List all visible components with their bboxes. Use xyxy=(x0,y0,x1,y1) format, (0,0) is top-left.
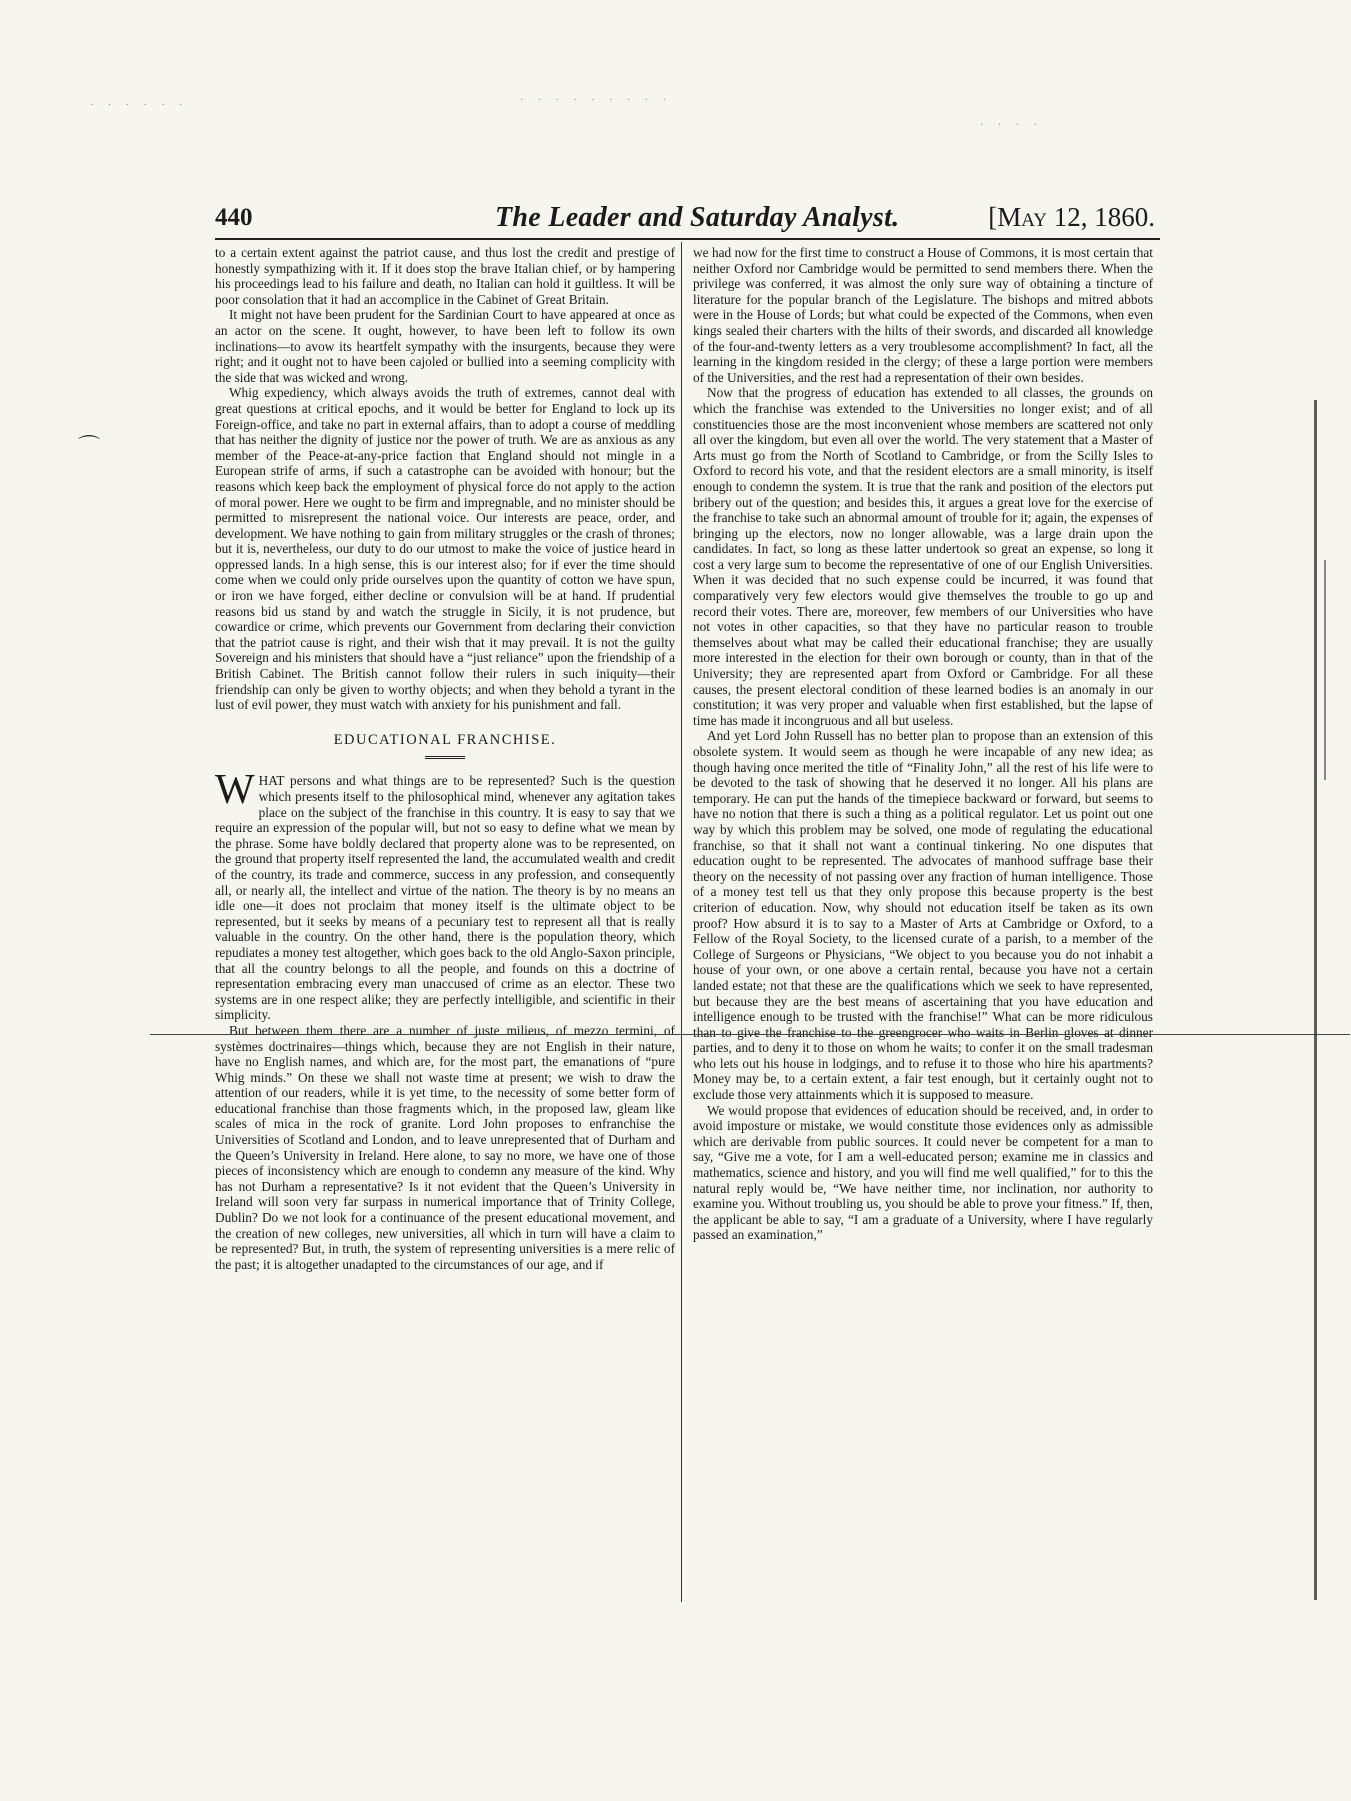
scan-artifact-line xyxy=(150,1034,1350,1035)
article-paragraph: It might not have been prudent for the Sardinian Court to have appeared at once as an actor on the scene. It ought, however, to have been left to follow its own inclinations—to avow its heartfelt sympathy with the insurgents, because they were right; and it ought not to have been cajoled or bullied into a seeming complicity with the side that was wicked and wrong. xyxy=(215,307,675,385)
article-paragraph: to a certain extent against the patriot cause, and thus lost the credit and prestige of honestly sympathizing with it. If it does stop the brave Italian chief, or by hampering his proceedings lead to his failure and death, no Italian can hold it guiltless. It will be poor consolation that it had an accomplice in the Cabinet of Great Britain. xyxy=(215,245,675,307)
paper-speckle: · · · · · · xyxy=(90,100,189,111)
page-number: 440 xyxy=(215,204,253,231)
margin-tick-mark: ⌒ xyxy=(78,434,101,459)
article-paragraph: we had now for the first time to construct a House of Commons, it is most certain that neither Oxford nor Cambridge would be permitted to send members there. When the privilege was conferred, it was almost the only sure way of obtaining a tincture of literature for the popular branch of the Legislature. The bishops and mitred abbots were in the House of Lords; but what could be expected of the Commons, when even kings sealed their charters with the hilts of their swords, and discarded all knowledge of the four-and-twenty letters as a very troublesome accomplishment? In fact, all the learning in the kingdom resided in the clergy; of these a large portion were members of the Universities, and the rest had a representation of their own besides. xyxy=(693,245,1153,385)
right-column xyxy=(693,245,1153,1243)
heading-rule xyxy=(425,756,465,759)
page-edge-shadow xyxy=(1314,400,1317,1600)
article-paragraph: Whig expediency, which always avoids the truth of extremes, cannot deal with great questions at critical epochs, and it would be better for England to lock up its Foreign-office, and take no part in external affairs, than to adopt a course of meddling that has neither the dignity of justice nor the power of truth. We are as anxious as any member of the Peace-at-any-price faction that England should not mingle in a European strife of arms, if such a catastrophe can be avoided with honour; but the reasons which keep back the employment of physical force do not apply to the action of moral power. Here we ought to be firm and impregnable, and no minister should be permitted to misrepresent the national voice. Our interests are peace, order, and development. We have nothing to gain from military struggles or the crash of thrones; but it is, nevertheless, our duty to do our utmost to make the voice of justice heard in oppressed lands. In a high sense, this is our interest also; for if ever the time should come when we could only pride ourselves upon the quantity of cotton we have spun, or iron we have forged, either decline or convulsion will be at hand. If prudential reasons bid us stand by and watch the struggle in Sicily, it is not prudence, but cowardice or crime, which prevents our Government from declaring their conviction that the patriot cause is right, and their wish that it may prevail. It is not the guilty Sovereign and his ministers that should have a “just reliance” upon the friendship of a British Cabinet. The British cannot follow their rulers in such iniquity—their friendship can only be given to worthy objects; and when they behold a tyrant in the lust of evil power, they must watch with anxiety for his punishment and fall. xyxy=(215,385,675,713)
article-paragraph: And yet Lord John Russell has no better plan to propose than an extension of this obsolete system. It would seem as though he were incapable of any new idea; as though having once merited the title of “Finality John,” all the rest of his life were to be devoted to the task of showing that he deserved it no longer. All his plans are temporary. He can put the hands of the timepiece backward or forward, but seems to have no notion that there is such a thing as a political regulator. Let us point out one way by which this problem may be solved, one mode of regulating the educational franchise, so that it shall not want a continual tinkering. No one disputes that education ought to be represented. The advocates of manhood suffrage base their theory on the necessity of not passing over any fraction of human intelligence. Those of a money test tell us that they only propose this because property is the best criterion of education. Now, why should not education itself be taken as its own proof? How absurd it is to say to a Master of Arts at Cambridge or Oxford, to a Fellow of the Royal Society, to the licensed curate of a parish, to a member of the College of Surgeons or Physicians, “We object to you because you do not inhabit a house of your own, or one above a certain rental, because you have not a certain landed estate; not that these are the qualifications which we seek to have represented, but because they are the best means of ascertaining that you have education and intelligence enough to be trusted with the franchise!” What can be more ridiculous than to give the franchise to the greengrocer who waits in Berlin gloves at dinner parties, and to deny it to those on whom he waits; to confer it on the small tradesman who lets out his house in lodgings, and to refuse it to those who hire his apartments? Money may be, to a certain extent, a fair test enough, but it certainly ought not to exclude those very attainments which it is supposed to measure. xyxy=(693,728,1153,1103)
article-paragraph: But between them there are a number of juste milieus, of mezzo termini, of systèmes doctrinaires—things which, because they are not English in their nature, have no English names, and which are, for the most part, the emanations of “pure Whig minds.” On these we shall not waste time at present; we wish to draw the attention of our readers, while it is yet time, to the necessity of some better form of educational franchise than those fragments which, in the proposed law, gleam like scales of mica in the rock of granite. Lord John proposes to enfranchise the Universities of Scotland and London, and to leave unrepresented that of Durham and the Queen’s University in Ireland. Here alone, to say no more, we have one of those pieces of inconsistency which are enough to condemn any measure of the kind. Why has not Durham a representative? Is it not evident that the Queen’s University in Ireland will soon very far surpass in numerical importance that of Trinity College, Dublin? Do we not look for a continuance of the present educational movement, and the creation of new colleges, new universities, all which in turn will have a claim to be represented? But, in truth, the system of representing universities is a mere relic of the past; it is altogether unadapted to the circumstances of our age, and if xyxy=(215,1022,675,1272)
column-divider xyxy=(681,242,682,1602)
article-paragraph: We would propose that evidences of education should be received, and, in order to avoid imposture or mistake, we would constitute those evidences only as admissible which are derivable from public sources. It could never be competent for a man to say, “Give me a vote, for I am a well-educated person; examine me in classics and mathematics, science and history, and you will find me well qualified,” for to this the natural reply would be, “We have neither time, nor inclination, nor authority to examine you. Without troubling us, you should be able to prove your fitness.” If, then, the applicant be able to say, “I am a graduate of a University, where I have regularly passed an examination,” xyxy=(693,1102,1153,1243)
header-rule xyxy=(215,238,1160,240)
section-heading: EDUCATIONAL FRANCHISE. xyxy=(333,731,557,748)
issue-date: [May 12, 1860. xyxy=(988,202,1155,232)
article-paragraph: Now that the progress of education has extended to all classes, the grounds on which the franchise was extended to the Universities no longer exist; and of all constituencies those are the most inconvenient whose members are scattered not only all over the kingdom, but even all over the world. The very statement that a Master of Arts must go from the North of Scotland to Cambridge, or from the Scilly Isles to Oxford to record his vote, and that the resident electors are a small minority, is itself enough to condemn the system. It is true that the rank and position of the electors put bribery out of the question; and besides this, it argues a great love for the exercise of the franchise to take such an abnormal amount of trouble for it; again, the expenses of bringing up the electors, now no longer allowable, was a large drain upon the candidates. In fact, so long as these latter undertook so great an expense, so long it cost a very large sum to become the representative of one of our English Universities. When it was decided that no such expense could be incurred, it was found that comparatively very few electors would give themselves the trouble to go up and record their votes. There are, moreover, few members of our Universities who have not votes in other capacities, so that they have no particular reason to trouble themselves about what may be called their educational franchise; they are usually more interested in the election for their own borough or county, than in that of the University; they are represented apart from Oxford or Cambridge. For all these causes, the present electoral condition of these learned bodies is an anomaly in our constitution; it was very proper and valuable when first established, but the lapse of time has made it incongruous and all but useless. xyxy=(693,385,1153,728)
paper-speckle: · · · · xyxy=(980,120,1043,131)
left-column xyxy=(215,245,675,1272)
article-paragraph: WHAT persons and what things are to be represented? Such is the question which presents itself to the philosophical mind, whenever any agitation takes place on the subject of the franchise in this country. It is easy to say that we require an expression of the popular will, but not so easy to define what we mean by the phrase. Some have boldly declared that property alone was to be represented, on the ground that property itself represented the land, the accumulated wealth and credit of the country, its trade and commerce, success in any profession, and consequently all, or nearly all, the intellect and virtue of the nation. The theory is by no means an idle one—it does not proclaim that money itself is the ultimate object to be represented, but it seeks by means of a pecuniary test to represent all that is really valuable in the country. On the other hand, there is the population theory, which repudiates a money test altogether, which goes back to the old Anglo-Saxon principle, that all the country belongs to all the people, and founds on this a doctrine of representation embracing every man unaccused of crime as an elector. These two systems are in one respect alike; they are perfectly intelligible, and scientific in their simplicity. xyxy=(215,767,675,1023)
page-header xyxy=(215,200,1155,236)
paper-speckle: · · · · · · · · · xyxy=(520,95,672,106)
page-edge-shadow xyxy=(1324,560,1326,780)
publication-title: The Leader and Saturday Analyst. xyxy=(495,202,900,233)
